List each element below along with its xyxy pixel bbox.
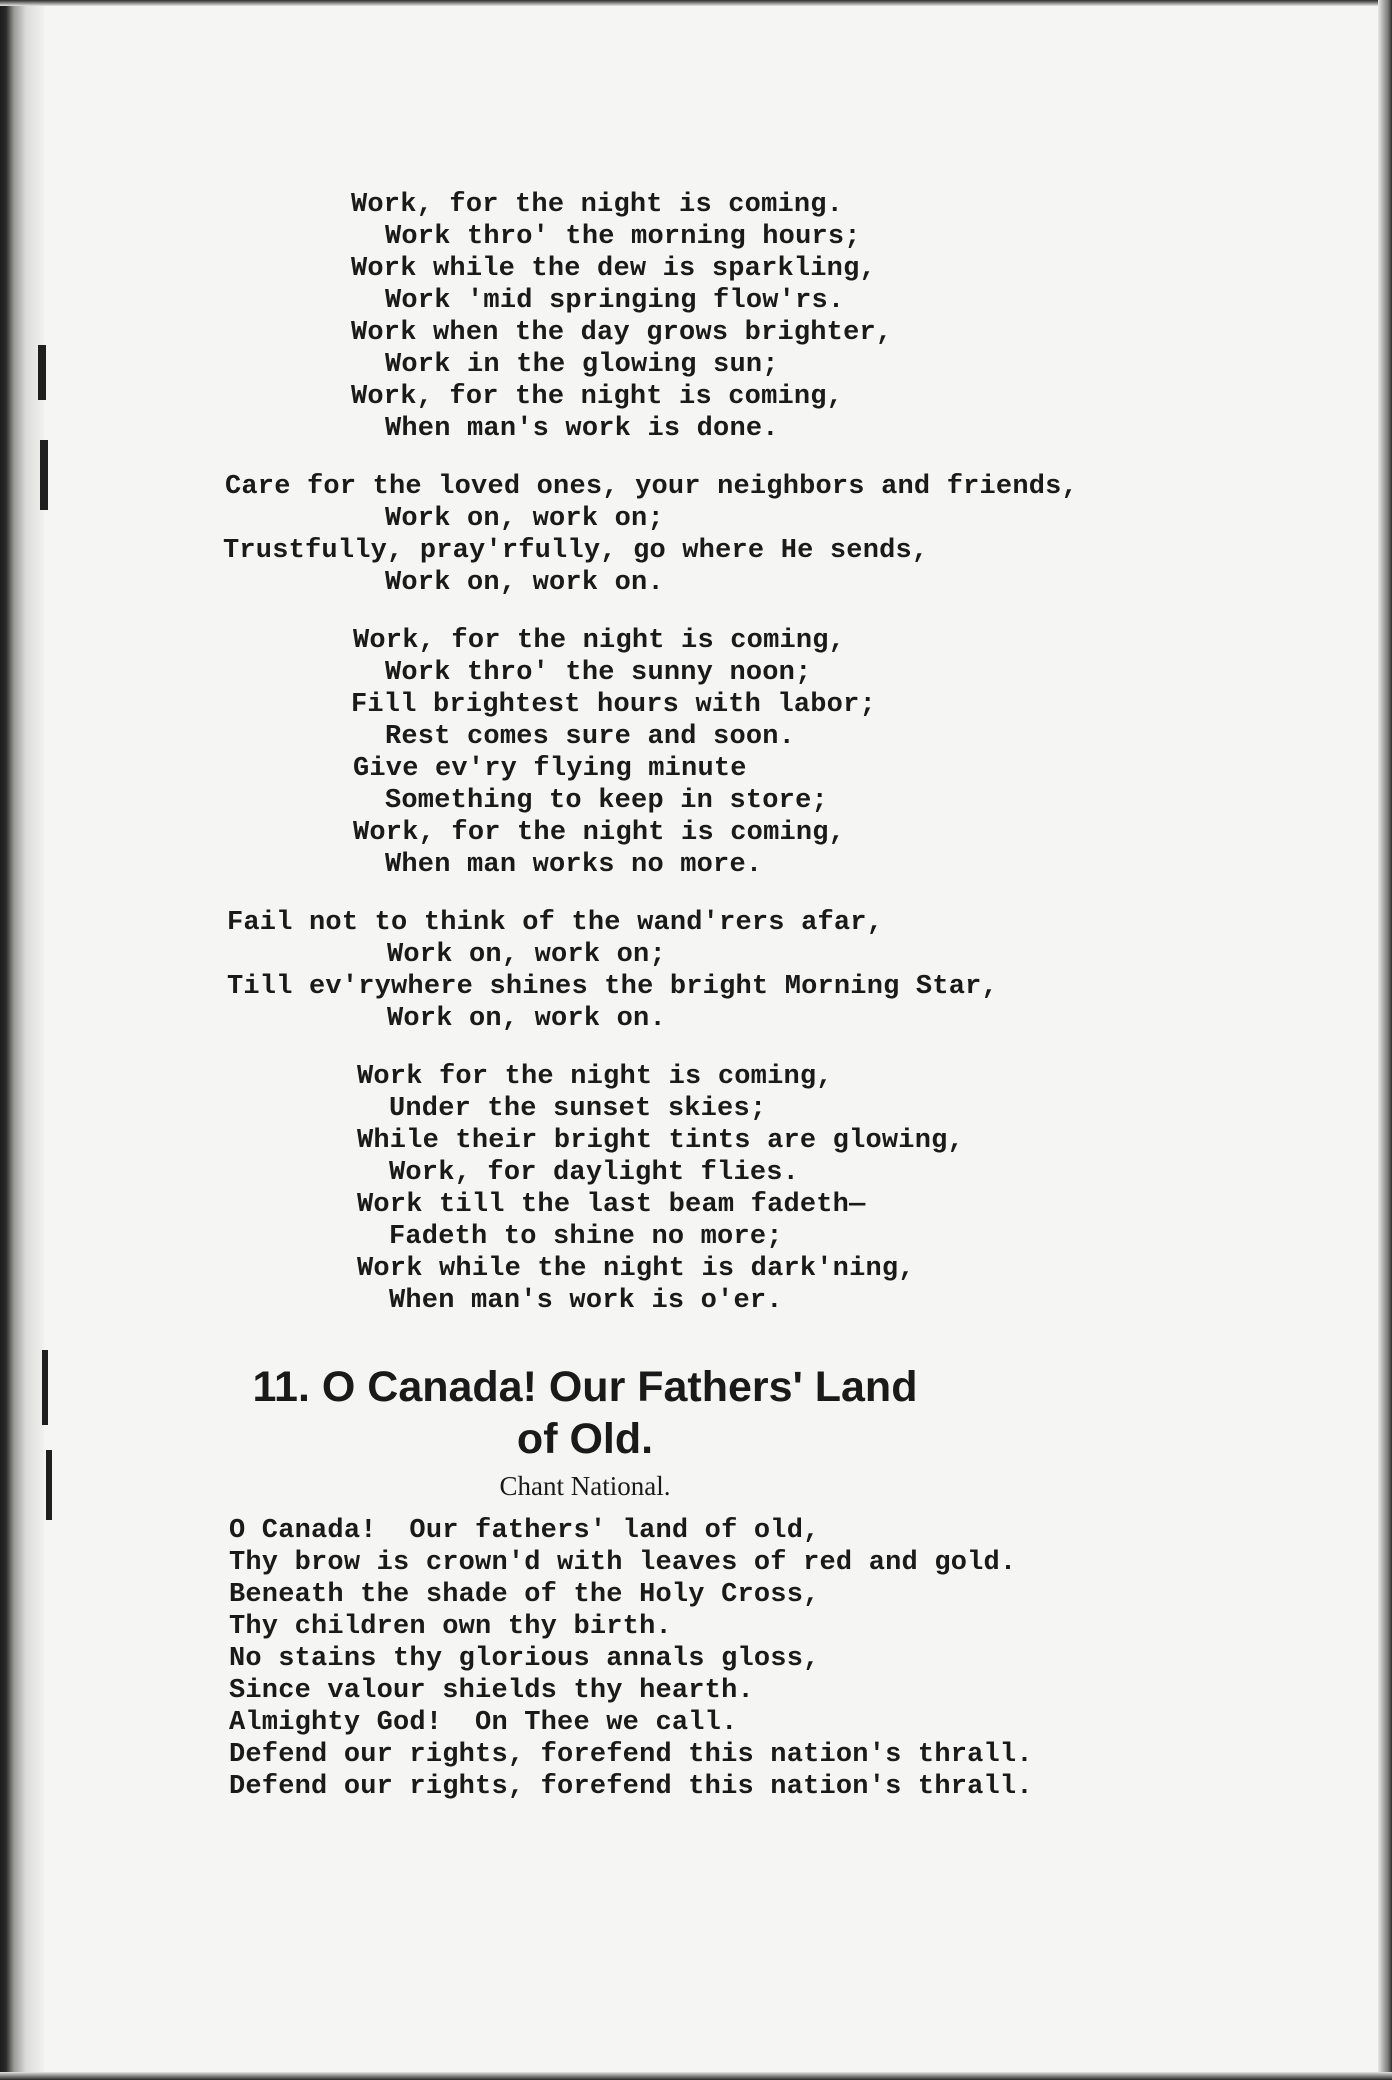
lyric-line: Work 'mid springing flow'rs. — [385, 286, 845, 316]
page-bottom-edge — [0, 2072, 1392, 2080]
lyric-line: Work, for the night is coming, — [353, 818, 846, 848]
lyric-line: Rest comes sure and soon. — [385, 722, 796, 752]
anthem-line: Almighty God! On Thee we call. — [229, 1708, 738, 1738]
margin-mark — [42, 1350, 48, 1425]
page-top-edge — [0, 0, 1392, 6]
lyric-line: Give ev'ry flying minute — [353, 754, 747, 784]
lyric-line: Work thro' the sunny noon; — [385, 658, 812, 688]
anthem-line: Thy brow is crown'd with leaves of red and gold. — [229, 1548, 1017, 1578]
song-title: 11. O Canada! Our Fathers' Land — [252, 1363, 918, 1411]
lyric-line: Work while the night is dark'ning, — [357, 1254, 915, 1284]
lyric-line: When man's work is o'er. — [389, 1286, 783, 1316]
anthem-line: Since valour shields thy hearth. — [229, 1676, 754, 1706]
lyric-line: While their bright tints are glowing, — [357, 1126, 964, 1156]
lyric-line: Fill brightest hours with labor; — [351, 690, 876, 720]
lyric-line: Work, for daylight flies. — [389, 1158, 800, 1188]
anthem-line: Thy children own thy birth. — [229, 1612, 672, 1642]
refrain-line: Work on, work on; — [385, 504, 664, 534]
anthem-line: O Canada! Our fathers' land of old, — [229, 1516, 820, 1546]
lyric-line: Work in the glowing sun; — [385, 350, 779, 380]
lyric-line: Work while the dew is sparkling, — [351, 254, 876, 284]
song-subtitle: Chant National. — [499, 1471, 671, 1501]
lyric-line: Fadeth to shine no more; — [389, 1222, 783, 1252]
lyric-line: Work, for the night is coming, — [351, 382, 844, 412]
lyric-line: When man works no more. — [385, 850, 763, 880]
refrain-line: Work on, work on. — [387, 1004, 666, 1034]
lyric-line: Work thro' the morning hours; — [385, 222, 861, 252]
song-title-continued: of Old. — [516, 1415, 654, 1463]
lyric-line: Work, for the night is coming. — [351, 190, 844, 220]
anthem-line: No stains thy glorious annals gloss, — [229, 1644, 820, 1674]
lyric-line: Work, for the night is coming, — [353, 626, 846, 656]
anthem-line: Defend our rights, forefend this nation's thrall. — [229, 1772, 1033, 1802]
anthem-line: Beneath the shade of the Holy Cross, — [229, 1580, 820, 1610]
refrain-line: Work on, work on. — [385, 568, 664, 598]
page-right-edge — [1378, 0, 1392, 2080]
margin-mark — [46, 1450, 52, 1520]
lyric-line: When man's work is done. — [385, 414, 779, 444]
refrain-line: Fail not to think of the wand'rers afar, — [227, 908, 884, 938]
lyric-line: Work till the last beam fadeth— — [357, 1190, 866, 1220]
refrain-line: Work on, work on; — [387, 940, 666, 970]
margin-mark — [38, 345, 46, 400]
refrain-line: Care for the loved ones, your neighbors and friends, — [225, 472, 1078, 502]
lyric-line: Work when the day grows brighter, — [351, 318, 893, 348]
anthem-line: Defend our rights, forefend this nation's thrall. — [229, 1740, 1033, 1770]
refrain-line: Trustfully, pray'rfully, go where He sends, — [223, 536, 929, 566]
lyric-line: Something to keep in store; — [385, 786, 828, 816]
refrain-line: Till ev'rywhere shines the bright Morning Star, — [227, 972, 998, 1002]
lyric-line: Under the sunset skies; — [389, 1094, 767, 1124]
page-binding-edge — [0, 0, 44, 2080]
lyric-line: Work for the night is coming, — [357, 1062, 833, 1092]
margin-mark — [40, 440, 48, 510]
